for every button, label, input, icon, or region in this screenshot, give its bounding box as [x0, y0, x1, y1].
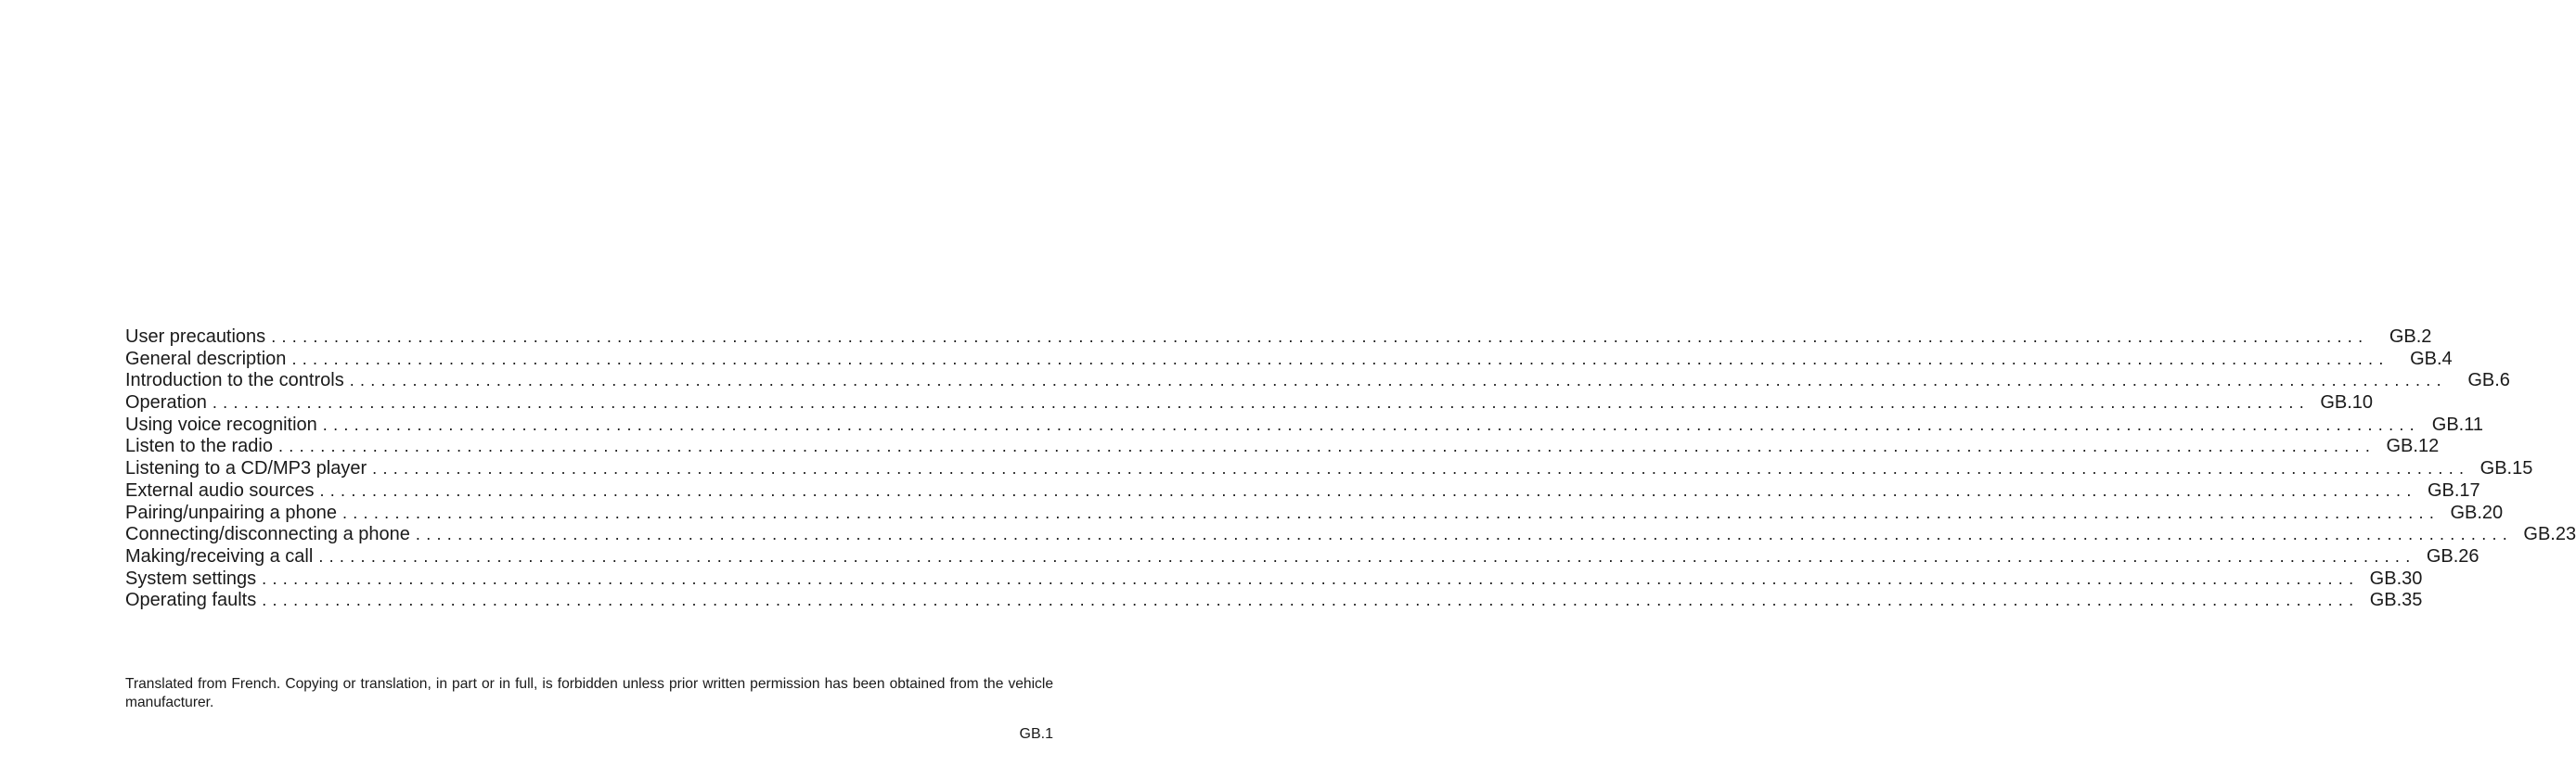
toc-dot-leader: ........................................................................................................................................................................................................: [341, 503, 2441, 522]
toc-dot-leader: ........................................................................................................................................................................................................: [415, 525, 2514, 544]
toc-entry-page: GB.2: [2389, 326, 2432, 347]
toc-entry[interactable]: [125, 479, 2480, 503]
toc-dot-leader: ........................................................................................................................................................................................................: [349, 371, 2447, 390]
toc-dot-leader: ........................................................................................................................................................................................................: [278, 437, 2376, 456]
toc-entry-page: GB.23: [2523, 524, 2576, 545]
toc-entry-title: System settings: [125, 568, 257, 589]
toc-entry-page: GB.30: [2369, 568, 2423, 589]
toc-entry-title: Making/receiving a call: [125, 545, 314, 567]
toc-entry-page: GB.4: [2410, 348, 2453, 369]
toc-dot-leader: ........................................................................................................................................................................................................: [318, 546, 2416, 566]
toc-entry-title: Operation: [125, 392, 207, 414]
toc-entry-page: GB.20: [2450, 502, 2504, 523]
toc-entry[interactable]: [125, 414, 2483, 437]
toc-entry[interactable]: [125, 590, 2423, 612]
toc-entry-title: Connecting/disconnecting a phone: [125, 524, 410, 545]
toc-entry-title: General description: [125, 348, 287, 369]
toc-entry-page: GB.12: [2386, 436, 2440, 457]
toc-entry-title: Listening to a CD/MP3 player: [125, 458, 367, 479]
toc-entry[interactable]: [125, 524, 2576, 546]
toc-entry[interactable]: [125, 545, 2479, 568]
toc-entry[interactable]: [125, 568, 2423, 591]
toc-entry-page: GB.26: [2426, 545, 2479, 567]
toc-entry-title: Listen to the radio: [125, 436, 273, 457]
toc-entry[interactable]: [125, 392, 2374, 415]
toc-entry-page: GB.6: [2467, 370, 2510, 391]
toc-entry[interactable]: [125, 370, 2510, 392]
toc-entry-title: Introduction to the controls: [125, 370, 344, 391]
toc-dot-leader: ........................................................................................................................................................................................................: [271, 327, 2369, 346]
toc-entry-title: Using voice recognition: [125, 414, 317, 435]
toc-dot-leader: ........................................................................................................................................................................................................: [372, 459, 2470, 479]
toc-entry[interactable]: [125, 348, 2453, 371]
toc-dot-leader: ........................................................................................................................................................................................................: [319, 480, 2417, 500]
table-of-contents: [125, 326, 2576, 612]
toc-entry-title: Pairing/unpairing a phone: [125, 502, 337, 523]
toc-dot-leader: ........................................................................................................................................................................................................: [212, 393, 2311, 413]
toc-entry-page: GB.11: [2431, 414, 2483, 435]
toc-entry-title: External audio sources: [125, 479, 315, 501]
copyright-notice: Translated from French. Copying or translation, in part or in full, is forbidden unless prior written permission has been obtained from the vehicle manufacturer.: [125, 675, 1053, 711]
toc-dot-leader: ........................................................................................................................................................................................................: [322, 415, 2420, 434]
toc-entry-page: GB.10: [2320, 392, 2374, 414]
toc-dot-leader: ........................................................................................................................................................................................................: [291, 349, 2389, 368]
toc-entry-page: GB.35: [2369, 590, 2423, 611]
toc-entry[interactable]: [125, 436, 2440, 458]
toc-entry[interactable]: [125, 458, 2533, 480]
toc-entry-title: Operating faults: [125, 590, 257, 611]
toc-entry-page: GB.17: [2427, 479, 2480, 501]
toc-dot-leader: ........................................................................................................................................................................................................: [262, 568, 2360, 588]
toc-entry-page: GB.15: [2479, 458, 2533, 479]
toc-dot-leader: ........................................................................................................................................................................................................: [262, 591, 2360, 610]
toc-entry-title: User precautions: [125, 326, 266, 347]
page-number: GB.1: [1019, 726, 1053, 742]
toc-entry[interactable]: [125, 502, 2504, 525]
toc-entry[interactable]: [125, 326, 2432, 349]
